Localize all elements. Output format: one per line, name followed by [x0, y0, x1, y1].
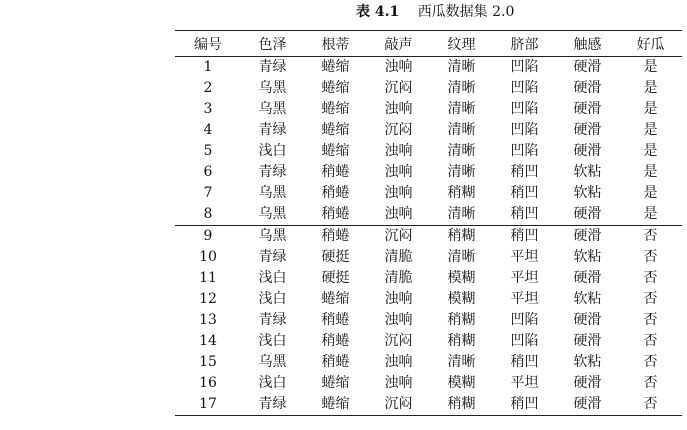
table-cell: 稍凹 — [510, 396, 539, 412]
table-cell: 硬滑 — [573, 333, 602, 349]
table-cell: 清晰 — [447, 164, 476, 180]
table-row — [175, 268, 682, 289]
table-cell: 清晰 — [447, 143, 476, 159]
table-cell: 是 — [643, 206, 658, 222]
table-row — [175, 57, 682, 79]
table-cell: 蜷缩 — [321, 143, 350, 159]
table-cell: 是 — [643, 80, 658, 96]
table-cell: 清晰 — [447, 206, 476, 222]
table-cell: 是 — [643, 122, 658, 138]
table-row — [175, 183, 682, 204]
table-cell: 浊响 — [384, 164, 413, 180]
table-cell: 浊响 — [384, 206, 413, 222]
table-cell: 硬滑 — [573, 375, 602, 391]
row-id-cell: 3 — [203, 101, 213, 117]
table-cell: 乌黑 — [258, 354, 287, 370]
table-cell: 稍凹 — [510, 228, 539, 244]
table-cell: 硬滑 — [573, 59, 602, 75]
table-row — [175, 394, 682, 416]
table-row — [175, 247, 682, 268]
table-cell: 清晰 — [447, 101, 476, 117]
table-cell: 硬挺 — [321, 249, 350, 265]
table-cell: 浅白 — [258, 291, 287, 307]
table-title: 西瓜数据集 2.0 — [417, 4, 515, 20]
table-row — [175, 99, 682, 120]
row-id-cell: 11 — [199, 270, 217, 286]
table-cell: 否 — [643, 312, 658, 328]
row-id-cell: 17 — [199, 396, 217, 412]
table-cell: 浊响 — [384, 59, 413, 75]
column-header: 敲声 — [384, 36, 413, 53]
table-cell: 稍糊 — [447, 185, 476, 201]
watermelon-dataset-table — [175, 30, 682, 416]
row-id-cell: 2 — [203, 80, 213, 96]
table-cell: 浅白 — [258, 333, 287, 349]
table-number: 表 4.1 — [356, 4, 400, 20]
table-cell: 硬滑 — [573, 228, 602, 244]
table-cell: 稍凹 — [510, 164, 539, 180]
row-id-cell: 14 — [199, 333, 217, 349]
table-row — [175, 78, 682, 99]
table-cell: 青绿 — [258, 312, 287, 328]
table-cell: 硬滑 — [573, 270, 602, 286]
table-cell: 凹陷 — [510, 122, 539, 138]
table-cell: 青绿 — [258, 396, 287, 412]
table-cell: 凹陷 — [510, 312, 539, 328]
row-id-cell: 7 — [203, 185, 213, 201]
table-cell: 青绿 — [258, 122, 287, 138]
table-cell: 青绿 — [258, 59, 287, 75]
column-header: 编号 — [194, 36, 223, 53]
column-header: 触感 — [573, 36, 602, 53]
table-row — [175, 162, 682, 183]
table-cell: 乌黑 — [258, 206, 287, 222]
row-id-cell: 12 — [199, 291, 217, 307]
table-cell: 是 — [643, 143, 658, 159]
table-cell: 稍蜷 — [321, 228, 350, 244]
table-cell: 是 — [643, 59, 658, 75]
table-cell: 清晰 — [447, 59, 476, 75]
row-id-cell: 16 — [199, 375, 217, 391]
watermelon-table-container — [175, 30, 682, 416]
column-header: 纹理 — [447, 36, 476, 53]
table-cell: 沉闷 — [384, 80, 413, 96]
table-caption — [356, 3, 514, 21]
table-cell: 沉闷 — [384, 228, 413, 244]
table-cell: 清脆 — [384, 249, 413, 265]
table-cell: 稍糊 — [447, 333, 476, 349]
table-cell: 青绿 — [258, 249, 287, 265]
column-header: 色泽 — [258, 36, 287, 53]
table-cell: 蜷缩 — [321, 375, 350, 391]
table-cell: 是 — [643, 185, 658, 201]
table-cell: 凹陷 — [510, 143, 539, 159]
table-cell: 乌黑 — [258, 101, 287, 117]
table-cell: 浅白 — [258, 143, 287, 159]
table-cell: 硬滑 — [573, 312, 602, 328]
table-cell: 否 — [643, 333, 658, 349]
table-cell: 否 — [643, 396, 658, 412]
row-id-cell: 13 — [199, 312, 217, 328]
table-cell: 浊响 — [384, 354, 413, 370]
table-cell: 浊响 — [384, 185, 413, 201]
table-cell: 否 — [643, 375, 658, 391]
table-cell: 蜷缩 — [321, 80, 350, 96]
table-cell: 软粘 — [573, 164, 602, 180]
table-cell: 软粘 — [573, 354, 602, 370]
table-row — [175, 226, 682, 248]
table-cell: 浅白 — [258, 375, 287, 391]
table-cell: 稍糊 — [447, 396, 476, 412]
table-cell: 浊响 — [384, 101, 413, 117]
table-cell: 硬滑 — [573, 143, 602, 159]
row-id-cell: 1 — [203, 59, 213, 75]
table-cell: 否 — [643, 249, 658, 265]
table-cell: 硬滑 — [573, 122, 602, 138]
table-cell: 浊响 — [384, 375, 413, 391]
table-cell: 凹陷 — [510, 333, 539, 349]
row-id-cell: 10 — [199, 249, 217, 265]
table-cell: 否 — [643, 270, 658, 286]
table-cell: 稍凹 — [510, 206, 539, 222]
header-row — [175, 31, 682, 57]
table-row — [175, 204, 682, 226]
table-cell: 软粘 — [573, 185, 602, 201]
table-cell: 沉闷 — [384, 122, 413, 138]
table-cell: 稍糊 — [447, 228, 476, 244]
table-row — [175, 289, 682, 310]
table-cell: 模糊 — [447, 375, 476, 391]
table-cell: 蜷缩 — [321, 291, 350, 307]
row-id-cell: 15 — [199, 354, 217, 370]
table-cell: 浅白 — [258, 270, 287, 286]
table-cell: 清晰 — [447, 354, 476, 370]
column-header: 根蒂 — [321, 36, 350, 53]
table-cell: 平坦 — [510, 270, 539, 286]
table-cell: 稍蜷 — [321, 333, 350, 349]
table-row — [175, 352, 682, 373]
table-header — [175, 31, 682, 57]
table-row — [175, 373, 682, 394]
table-body — [175, 57, 682, 416]
table-cell: 平坦 — [510, 249, 539, 265]
table-cell: 乌黑 — [258, 80, 287, 96]
table-cell: 否 — [643, 228, 658, 244]
table-cell: 硬滑 — [573, 206, 602, 222]
table-cell: 稍糊 — [447, 312, 476, 328]
table-cell: 平坦 — [510, 291, 539, 307]
row-id-cell: 8 — [203, 206, 213, 222]
table-cell: 蜷缩 — [321, 122, 350, 138]
table-cell: 清晰 — [447, 122, 476, 138]
table-cell: 蜷缩 — [321, 396, 350, 412]
table-cell: 乌黑 — [258, 185, 287, 201]
table-cell: 否 — [643, 354, 658, 370]
table-cell: 软粘 — [573, 249, 602, 265]
table-cell: 模糊 — [447, 270, 476, 286]
table-row — [175, 120, 682, 141]
table-cell: 硬滑 — [573, 396, 602, 412]
table-cell: 蜷缩 — [321, 59, 350, 75]
table-cell: 稍凹 — [510, 354, 539, 370]
row-id-cell: 6 — [203, 164, 213, 180]
table-cell: 稍蜷 — [321, 185, 350, 201]
table-cell: 凹陷 — [510, 101, 539, 117]
table-cell: 稍蜷 — [321, 354, 350, 370]
table-cell: 凹陷 — [510, 80, 539, 96]
row-id-cell: 5 — [203, 143, 213, 159]
table-cell: 是 — [643, 164, 658, 180]
table-cell: 青绿 — [258, 164, 287, 180]
table-row — [175, 141, 682, 162]
table-cell: 硬滑 — [573, 80, 602, 96]
table-row — [175, 331, 682, 352]
column-header: 好瓜 — [636, 36, 665, 53]
table-cell: 是 — [643, 101, 658, 117]
table-cell: 模糊 — [447, 291, 476, 307]
table-cell: 沉闷 — [384, 333, 413, 349]
table-cell: 蜷缩 — [321, 101, 350, 117]
row-id-cell: 4 — [203, 122, 213, 138]
table-cell: 稍蜷 — [321, 312, 350, 328]
table-cell: 稍蜷 — [321, 164, 350, 180]
table-cell: 清晰 — [447, 249, 476, 265]
table-cell: 平坦 — [510, 375, 539, 391]
table-cell: 浊响 — [384, 291, 413, 307]
table-cell: 稍凹 — [510, 185, 539, 201]
row-id-cell: 9 — [203, 228, 213, 244]
table-cell: 硬挺 — [321, 270, 350, 286]
table-cell: 浊响 — [384, 312, 413, 328]
table-cell: 浊响 — [384, 143, 413, 159]
table-cell: 凹陷 — [510, 59, 539, 75]
table-cell: 乌黑 — [258, 228, 287, 244]
table-cell: 清晰 — [447, 80, 476, 96]
table-cell: 软粘 — [573, 291, 602, 307]
table-cell: 沉闷 — [384, 396, 413, 412]
table-cell: 否 — [643, 291, 658, 307]
table-cell: 硬滑 — [573, 101, 602, 117]
table-row — [175, 310, 682, 331]
table-cell: 清脆 — [384, 270, 413, 286]
column-header: 脐部 — [510, 36, 539, 53]
table-cell: 稍蜷 — [321, 206, 350, 222]
